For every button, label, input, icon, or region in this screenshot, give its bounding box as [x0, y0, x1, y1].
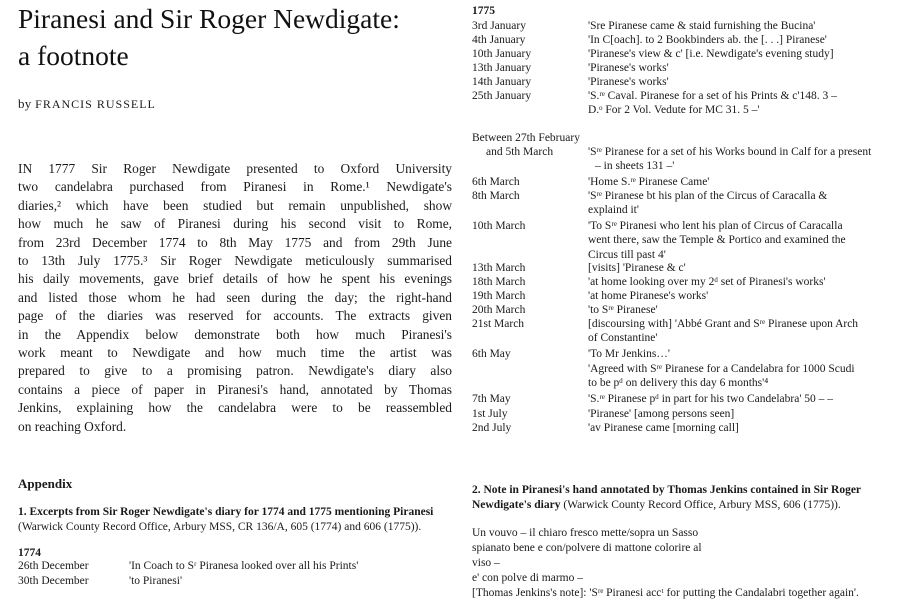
entry-text: to be pᵈ on delivery this day 6 months'⁴ [588, 377, 769, 390]
body-line: on reaching Oxford. [18, 418, 127, 434]
article-title-line2: a footnote [18, 40, 129, 71]
entry-text: 'Piranese' [among persons seen] [588, 408, 735, 420]
entry-date: 8th March [472, 190, 520, 202]
entry-date: 4th January [472, 34, 526, 46]
diary-1774-entries [18, 559, 456, 599]
entry-date: 18th March [472, 276, 526, 288]
entry-date: 2nd July [472, 422, 512, 434]
entry-text: 'Sʳᵉ Piranese for a set of his Works bound in Calf for a present [588, 146, 872, 158]
entry-text: 'at home looking over my 2ᵈ set of Piranesi's works' [588, 276, 826, 288]
entry-text: 'To Sʳᵉ Piranesi who lent his plan of Circus of Caracalla [588, 220, 843, 232]
entry-date: 13th March [472, 262, 526, 274]
entry-text: 'Agreed with Sʳᵉ Piranese for a Candelabra for 1000 Scudi [588, 363, 855, 375]
body-line: two candelabra purchased from Piranesi in Rome.¹ Newdigate's [18, 179, 452, 195]
body-line: his daily movements, gave brief details of how he spent his evenings [18, 271, 452, 287]
section2-heading [472, 483, 897, 512]
entry-text: 'In Coach to Sʳ Piranesa looked over all his Prints' [129, 560, 359, 572]
entry-text: 'at home Piranese's works' [588, 290, 709, 302]
entry-date: 20th March [472, 304, 526, 316]
entry-text: Circus till past 4' [588, 248, 666, 261]
entry-date: 7th May [472, 393, 511, 405]
piranesi-note [472, 526, 897, 601]
body-line: diaries,² which have been studied but remain unpublished, show [18, 197, 452, 213]
appendix-section1 [18, 505, 456, 599]
body-line: and listed those whom he had seen during the day; the right-hand [18, 289, 452, 305]
entry-text: 'Home S.ʳᵉ Piranese Came' [588, 176, 710, 188]
article-title-line1: Piranesi and Sir Roger Newdigate: [18, 3, 400, 34]
entry-text: [visits] 'Piranese & c' [588, 262, 686, 274]
entry-text: 'In C[oach]. to 2 Bookbinders ab. the [. . .] Piranese' [588, 34, 827, 46]
entry-date: Between 27th February [472, 132, 580, 144]
entry-text: 'to Piranesi' [129, 574, 183, 587]
entry-text: 'Sʳᵉ Piranese bt his plan of the Circus of Caracalla & [588, 190, 828, 202]
entry-date: 21st March [472, 318, 525, 330]
body-line: how much he saw of Piranesi during his second visit to Rome, [18, 216, 452, 232]
section2-heading-bold: 2. Note in Piranesi's hand annotated by Thomas Jenkins contained in Sir Roger Newdigate's diary [472, 484, 861, 511]
body-line: from 23rd December 1774 to 8th May 1775 and from 29th June [18, 234, 452, 250]
body-paragraph [18, 160, 452, 436]
body-line: Jenkins, explaining how the candelabra were to be reassembled [18, 400, 452, 416]
entry-text: [discoursing with] 'Abbé Grant and Sʳᵉ Piranese upon Arch [588, 318, 859, 330]
article-title [18, 0, 400, 74]
entry-date: 14th January [472, 76, 532, 88]
body-line: page of the diaries was reserved for accounts. The extracts given [18, 308, 452, 324]
entry-text: 'S.ʳᵉ Piranese pᵈ in part for his two Candelabra' 50 – – [588, 393, 834, 405]
note-line: spianato bene e con/polvere di mattone colorire al [472, 542, 702, 554]
section2-heading-source: (Warwick County Record Office, Arbury MSS, 606 (1775)). [560, 498, 841, 511]
body-line: to 13th July 1775.³ Sir Roger Newdigate meticulously summarised [18, 253, 452, 269]
diary-1775-entries [472, 19, 897, 439]
entry-text: – in sheets 131 –' [595, 160, 675, 173]
entry-text: 'Sre Piranese came & staid furnishing the Bucina' [588, 20, 816, 32]
entry-text: went there, saw the Temple & Portico and examined the [588, 234, 846, 247]
entry-text: 'Piranese's view & c' [i.e. Newdigate's evening study] [588, 48, 834, 60]
note-line: [Thomas Jenkins's note]: 'Sʳᵉ Piranesi accᵗ for putting the Candalabri together again'. [472, 587, 859, 599]
entry-date: 6th May [472, 348, 511, 360]
entry-date: 10th March [472, 220, 526, 232]
diary-year-1774: 1774 [18, 547, 41, 559]
entry-date: 10th January [472, 48, 532, 60]
diary-year-1775: 1775 [472, 5, 495, 17]
entry-text: 'to Sʳᵉ Piranese' [588, 304, 658, 316]
entry-date: 3rd January [472, 20, 526, 32]
byline [18, 96, 156, 112]
entry-date: 1st July [472, 408, 508, 420]
body-line: work meant to Newdigate and how much time the artist was [18, 345, 452, 361]
entry-date: and 5th March [486, 146, 554, 158]
entry-date: 6th March [472, 176, 520, 188]
author-name: FRANCIS RUSSELL [35, 97, 156, 111]
entry-date: 19th March [472, 290, 526, 302]
byline-prefix: by [18, 96, 32, 111]
entry-date: 13th January [472, 62, 532, 74]
body-line: in the Appendix below demonstrate both how much Piranesi's [18, 326, 452, 342]
section1-heading-source: (Warwick County Record Office, Arbury MSS, CR 136/A, 605 (1774) and 606 (1775)). [18, 520, 422, 533]
entry-text: of Constantine' [588, 332, 658, 345]
entry-text: 'To Mr Jenkins…' [588, 348, 670, 360]
entry-text: 'S.ʳᵉ Caval. Piranese for a set of his Prints & c'148. 3 – [588, 90, 837, 102]
entry-date: 26th December [18, 560, 89, 572]
note-line: Un vouvo – il chiaro fresco mette/sopra un Sasso [472, 527, 699, 539]
section1-heading-bold: 1. Excerpts from Sir Roger Newdigate's diary for 1774 and 1775 mentioning Piranesi [18, 506, 434, 518]
entry-text: 'Piranese's works' [588, 76, 669, 88]
section1-heading [18, 505, 456, 534]
appendix-heading: Appendix [18, 476, 73, 491]
entry-text: D.ᵒ For 2 Vol. Vedute for MC 31. 5 –' [588, 104, 760, 117]
note-line: e' con polve di marmo – [472, 572, 583, 584]
entry-text: explaind it' [588, 204, 639, 217]
note-line: viso – [472, 557, 500, 569]
entry-date: 25th January [472, 90, 532, 102]
body-line: contains a piece of paper in Piranesi's hand, annotated by Thomas [18, 381, 452, 397]
appendix-section2 [472, 483, 897, 601]
entry-date: 30th December [18, 574, 89, 587]
entry-text: 'av Piranese came [morning call] [588, 422, 739, 434]
entry-text: 'Piranese's works' [588, 62, 669, 74]
body-line: IN 1777 Sir Roger Newdigate presented to Oxford University [18, 161, 452, 176]
body-line: prepared to give to a promising patron. Newdigate's diary also [18, 363, 452, 379]
